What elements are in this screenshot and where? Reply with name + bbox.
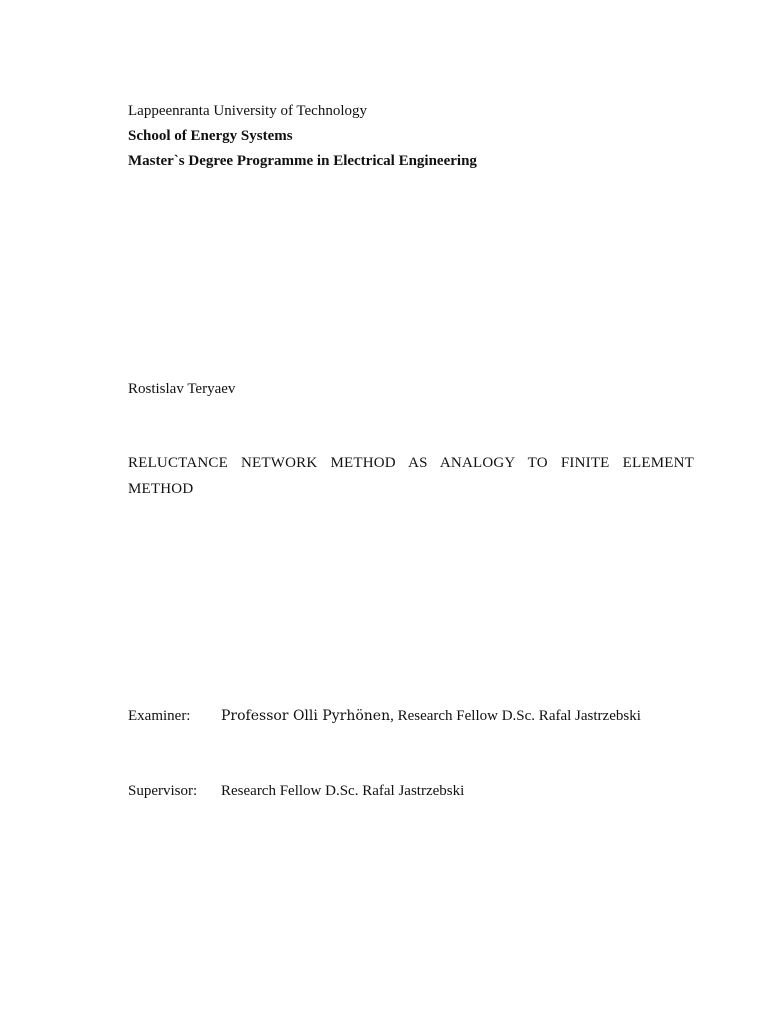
thesis-title bbox=[128, 450, 694, 502]
supervisor-label: Supervisor: bbox=[128, 783, 198, 799]
examiner-value bbox=[221, 707, 641, 725]
author-name: Rostislav Teryaev bbox=[128, 381, 236, 397]
school-name: School of Energy Systems bbox=[128, 128, 293, 144]
programme-name: Master`s Degree Programme in Electrical Engineering bbox=[128, 153, 477, 169]
thesis-title-line-1: RELUCTANCE NETWORK METHOD AS ANALOGY TO FINITE ELEMENT bbox=[128, 455, 694, 471]
supervisor-value: Research Fellow D.Sc. Rafal Jastrzebski bbox=[221, 783, 465, 799]
examiner-label: Examiner: bbox=[128, 708, 191, 724]
university-name: Lappeenranta University of Technology bbox=[128, 103, 368, 119]
examiner-primary-name: Professor Olli Pyrhönen bbox=[221, 708, 391, 724]
examiner-secondary: , Research Fellow D.Sc. Rafal Jastrzebski bbox=[390, 708, 641, 724]
thesis-title-line-2: METHOD bbox=[128, 481, 194, 497]
